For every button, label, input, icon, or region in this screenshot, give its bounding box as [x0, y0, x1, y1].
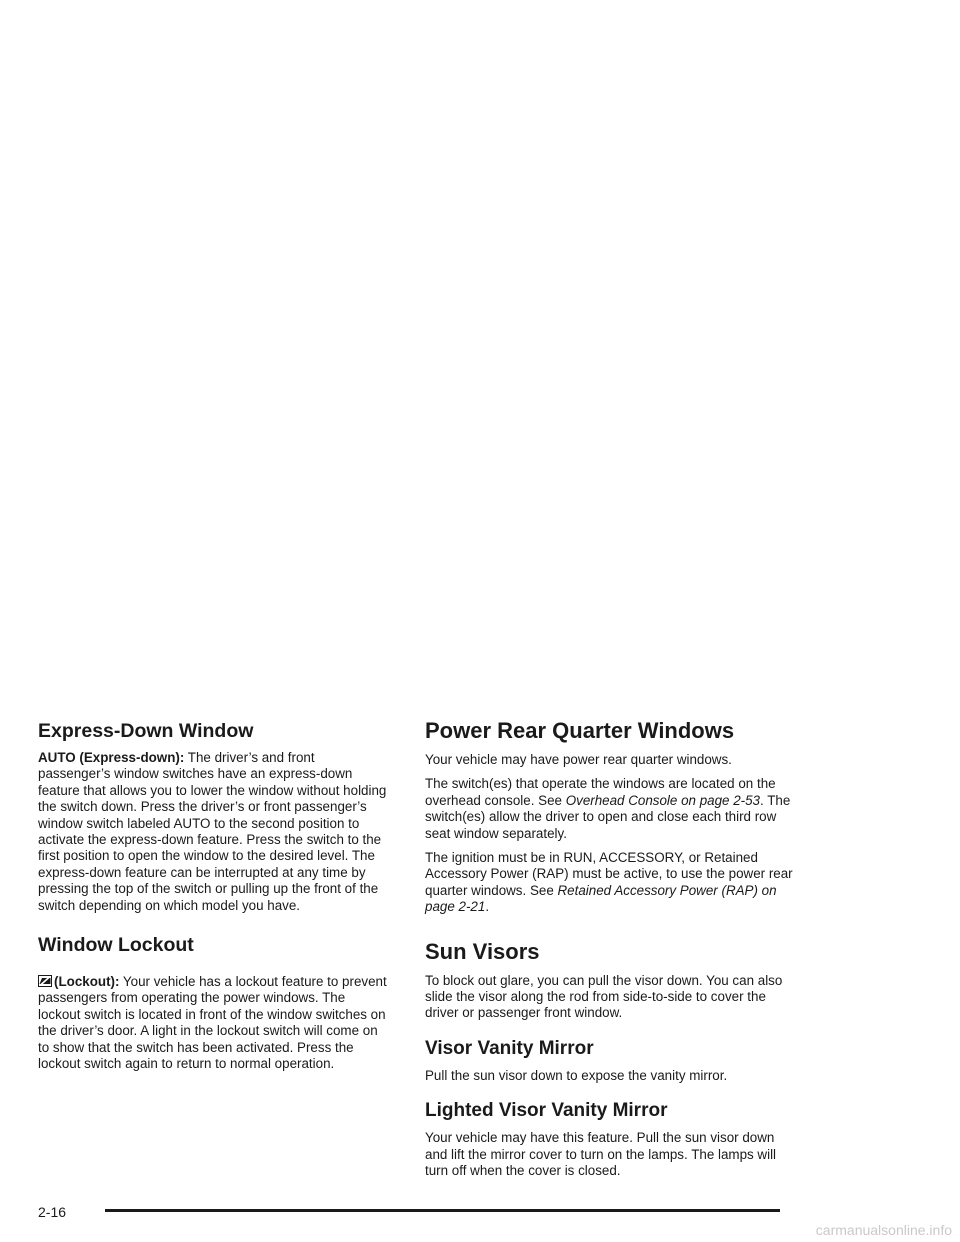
quarter-paragraph-3 [425, 850, 795, 916]
overhead-console-ref: Overhead Console on page 2-53 [565, 792, 761, 808]
footer-rule [105, 1209, 780, 1212]
express-down-lead: AUTO (Express-down): [38, 750, 185, 765]
visor-vanity-paragraph: Pull the sun visor down to expose the vanity mirror. [425, 1067, 728, 1083]
quarter-p2-after: . The switch(es) allow the driver to open and close each third row seat window separately. [425, 792, 791, 841]
express-down-body: The driver’s and front passenger’s window switches have an express-down feature that allows you to lower the window without holding the switch down. Press the driver’s or front passenger’s window switch labeled AUTO to the second position to activate the express-down feature. Press the switch to the first position to open the window to the desired level. The express-down feature can be interrupted at any time by pressing the top of the switch or pulling up the front of the switch depending on which model you have. [38, 750, 387, 913]
express-down-heading: Express-Down Window [38, 720, 254, 742]
quarter-paragraph-2 [425, 776, 795, 842]
lighted-visor-heading: Lighted Visor Vanity Mirror [425, 1100, 668, 1122]
sun-visors-paragraph: To block out glare, you can pull the visor down. You can also slide the visor along the rod from side-to-side to cover the driver or passenger front window. [425, 972, 783, 1021]
sun-visors-heading: Sun Visors [425, 938, 540, 964]
express-down-paragraph [38, 750, 390, 914]
rap-ref: Retained Accessory Power (RAP) on page 2-21 [425, 882, 777, 915]
lighted-visor-paragraph: Your vehicle may have this feature. Pull the sun visor down and lift the mirror cover to turn on the lamps. The lamps will turn off when the cover is closed. [425, 1130, 777, 1179]
watermark: carmanualsonline.info [815, 1222, 952, 1238]
window-lockout-lead: (Lockout): [54, 974, 120, 990]
window-lockout-body: Your vehicle has a lockout feature to prevent passengers from operating the power windows. The lockout switch is located in front of the window switches on the driver’s door. A light in the lockout switch will come on to show that the switch has been activated. Press the lockout switch again to return to normal operation. [38, 974, 387, 1072]
window-lockout-paragraph [38, 974, 390, 1072]
power-rear-quarter-heading: Power Rear Quarter Windows [425, 718, 735, 743]
quarter-p2-text: The switch(es) that operate the windows are located on the overhead console. See [425, 776, 776, 808]
right-column [425, 700, 795, 1180]
quarter-p3-text: The ignition must be in RUN, ACCESSORY, or Retained Accessory Power (RAP) must be active, to use the power rear quarter windows. See [425, 850, 793, 898]
quarter-paragraph-1: Your vehicle may have power rear quarter windows. [425, 752, 732, 767]
quarter-p3-after: . [485, 899, 490, 915]
page-number: 2-16 [38, 1204, 67, 1220]
window-lockout-heading: Window Lockout [38, 934, 194, 957]
window-lockout-icon [38, 975, 52, 987]
visor-vanity-heading: Visor Vanity Mirror [425, 1037, 594, 1059]
left-column [38, 700, 390, 1073]
